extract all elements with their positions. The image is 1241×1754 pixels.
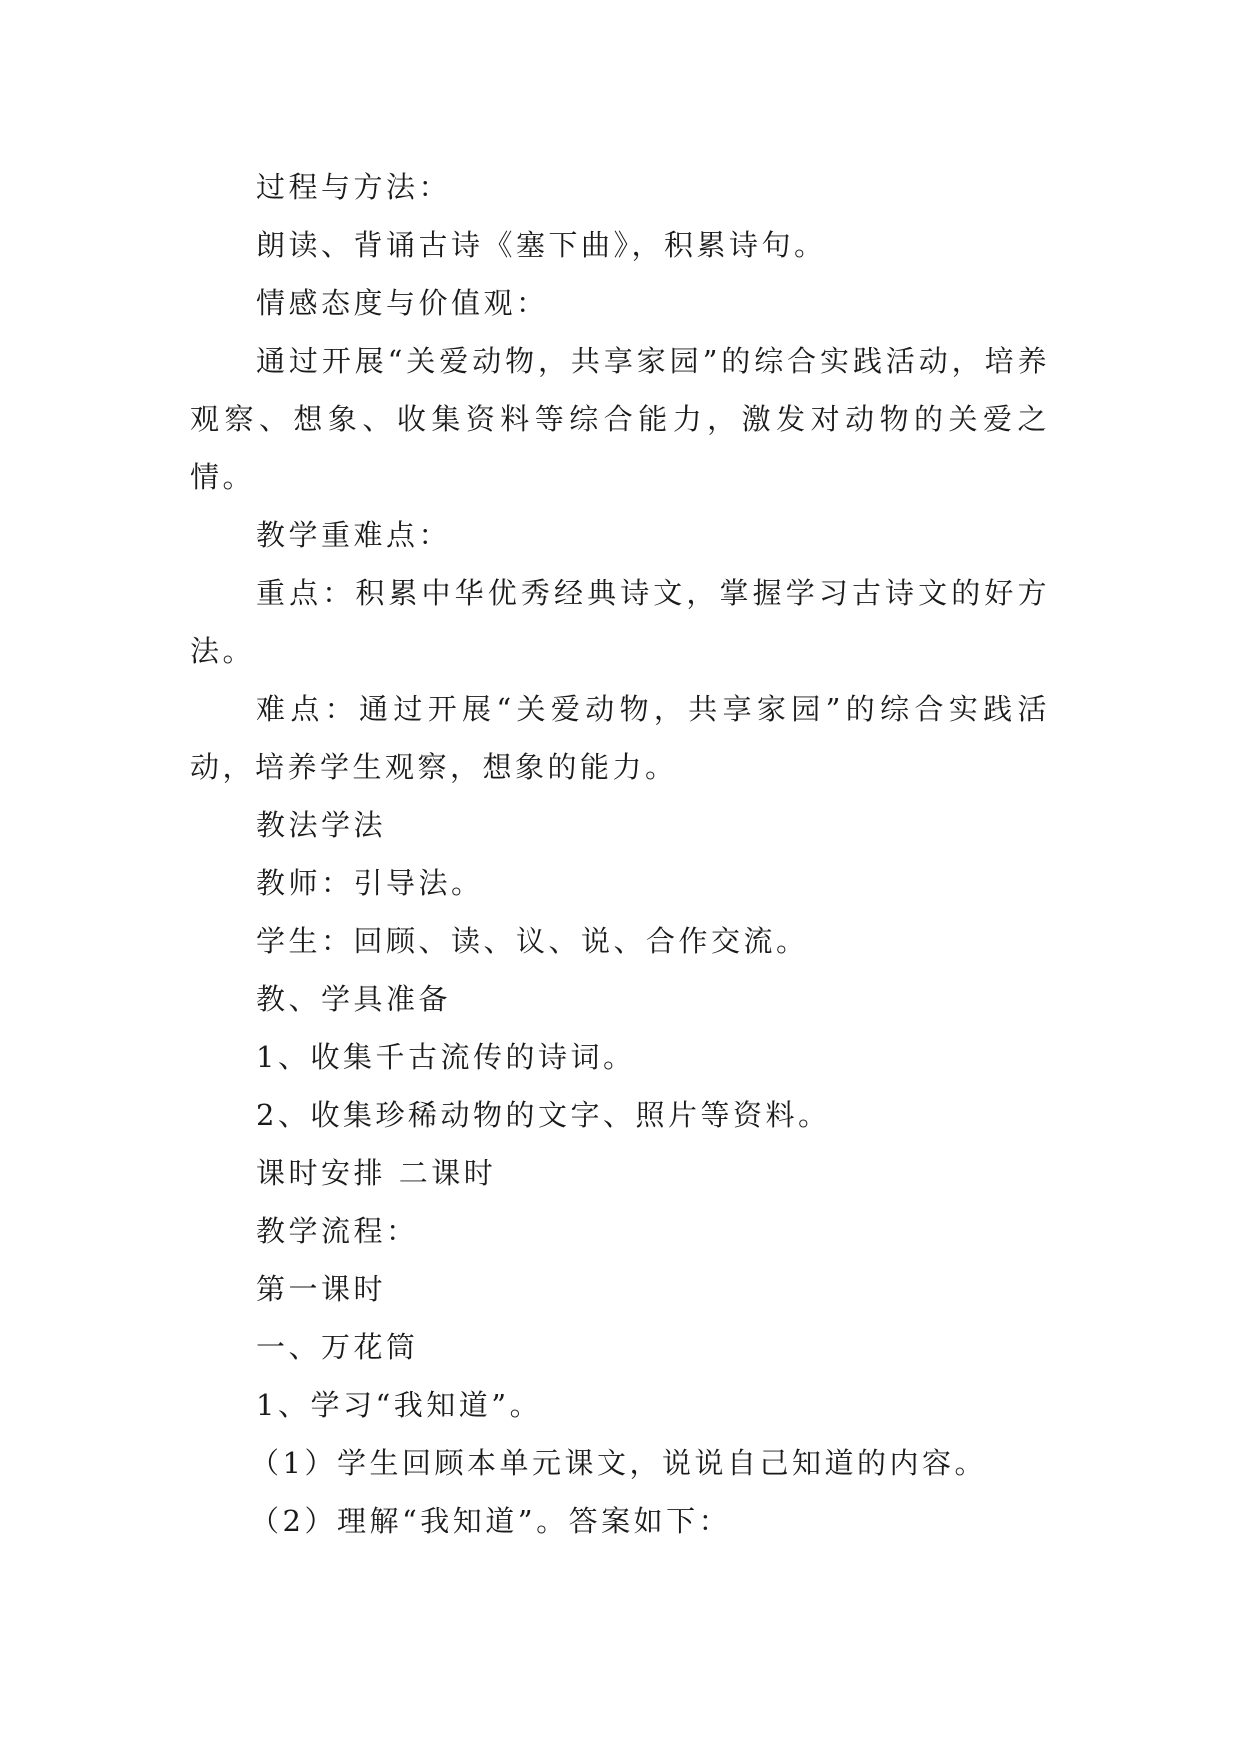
paragraph-schedule: 课时安排 二课时 (256, 1156, 497, 1190)
paragraph-review-unit: （1）学生回顾本单元课文，说说自己知道的内容。 (250, 1446, 987, 1480)
paragraph-material-2: 2、收集珍稀动物的文字、照片等资料。 (256, 1098, 831, 1132)
paragraph-methods-heading: 教法学法 (256, 808, 387, 842)
paragraph-teacher-method: 教师：引导法。 (256, 866, 484, 900)
paragraph-emotion-heading: 情感态度与价值观： (256, 286, 549, 320)
paragraph-material-1: 1、收集千古流传的诗词。 (256, 1040, 636, 1074)
paragraph-understand-i-know: （2）理解“我知道”。答案如下： (250, 1504, 732, 1538)
paragraph-learn-i-know: 1、学习“我知道”。 (256, 1388, 543, 1422)
paragraph-key-difficulty-heading: 教学重难点： (256, 518, 452, 552)
paragraph-flow-heading: 教学流程： (256, 1214, 419, 1248)
paragraph-student-method: 学生：回顾、读、议、说、合作交流。 (256, 924, 809, 958)
paragraph-recite-poem: 朗读、背诵古诗《塞下曲》，积累诗句。 (256, 228, 827, 262)
document-body (190, 158, 1050, 1550)
paragraph-first-lesson: 第一课时 (256, 1272, 387, 1306)
paragraph-key-point: 重点：积累中华优秀经典诗文，掌握学习古诗文的好方法。 (190, 576, 1050, 668)
paragraph-difficulty: 难点：通过开展“关爱动物，共享家园”的综合实践活动，培养学生观察，想象的能力。 (190, 692, 1050, 784)
paragraph-materials-heading: 教、学具准备 (256, 982, 452, 1016)
paragraph-section-one: 一、万花筒 (256, 1330, 419, 1364)
paragraph-practice-activity: 通过开展“关爱动物，共享家园”的综合实践活动，培养观察、想象、收集资料等综合能力，激发对动物的关爱之情。 (190, 344, 1050, 494)
paragraph-process-method-heading: 过程与方法： (256, 170, 452, 204)
